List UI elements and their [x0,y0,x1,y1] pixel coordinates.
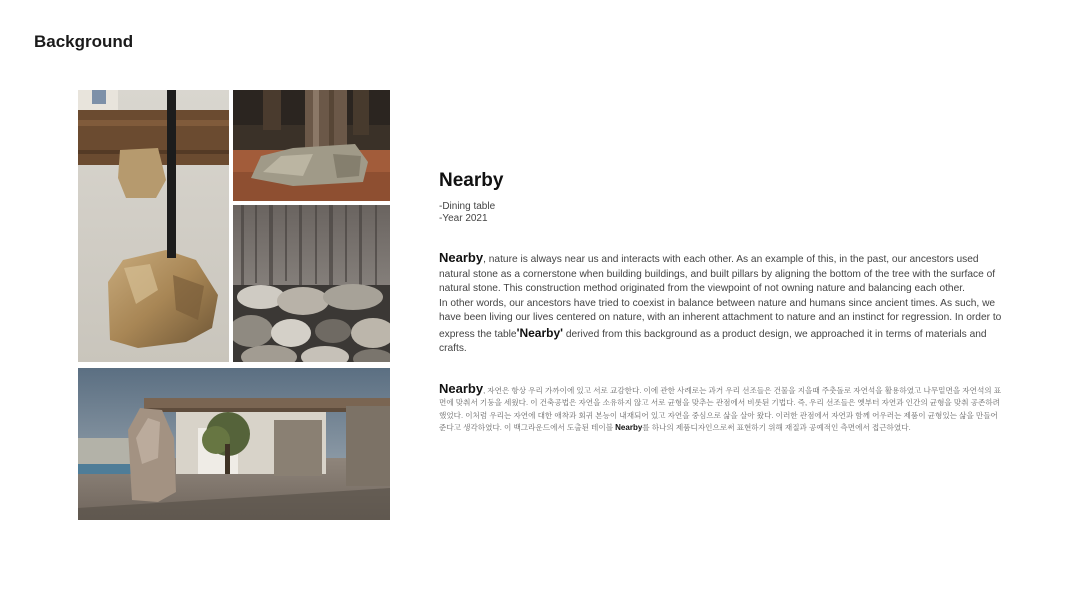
photo-stone-pavilion [78,368,390,520]
photo-stone-wall-wood-slats [233,205,390,362]
description-english-lead: Nearby [439,250,484,265]
page-heading: Background [34,32,134,51]
photo-table-leg-on-stone [78,90,229,362]
project-description-column [439,170,1009,435]
description-korean-lead: Nearby [439,380,484,396]
description-english [439,251,1009,357]
description-english-part1: , nature is always near us and interacts with each other. As an example of this, in the past, our ancestors used natural stone as a cornerstone when building buildings, and built pillars by aligning the bottom of the tree with the surface of natural stone. This construction method originated from the viewpoint of not owning nature and balancing each other. [439,254,996,294]
description-korean-part2: 를 하나의 제품디자인으로써 표현하기 위해 재질과 공예적인 측면에서 접근하였다. [642,423,911,433]
description-korean-bold-word: Nearby [615,423,643,433]
description-korean [439,380,1004,435]
meta-product-type: -Dining table [439,201,496,212]
meta-year: -Year 2021 [439,213,488,224]
description-english-part3: derived from this background as a product design, we approached it in terms of materials and crafts. [439,328,987,354]
photo-tree-pillar-on-stone [233,90,390,201]
project-title: Nearby [439,170,504,191]
description-english-bold-word: 'Nearby' [516,325,563,340]
description-english-part2: In other words, our ancestors have tried to coexist in balance between nature and humans since ancient times. As such, we have been living our lives centered on nature, with an inherent attachment to nature and an instinct for regression. In order to express the table [439,297,1002,340]
description-korean-part1: , 자연은 항상 우리 가까이에 있고 서로 교감한다. 이에 관한 사례로는 과거 우리 선조들은 건물을 지을때 주춧돌로 자연석을 활용하였고 나무밑면을 자연석의 표면에 맞춰서 기둥을 세웠다. 이 건축공법은 자연을 소유하지 않고 서로 균형을 맞추는 관점에서 비롯된 기법다. 즉, 우리 선조들은 옛부터 자연과 인간의 균형을 맞춰 공존하려 했었다. 이처럼 우리는 자연에 대한 애착과 회귀 본능이 내재되어 있고 자연을 중심으로 삶을 살아 왔다. 이러한 관점에서 자연과 함께 어우러는 제품이 균형있는 삶을 만들어 준다고 생각하였다. 이 백그라운드에서 도출된 테이블 [439,385,1002,433]
